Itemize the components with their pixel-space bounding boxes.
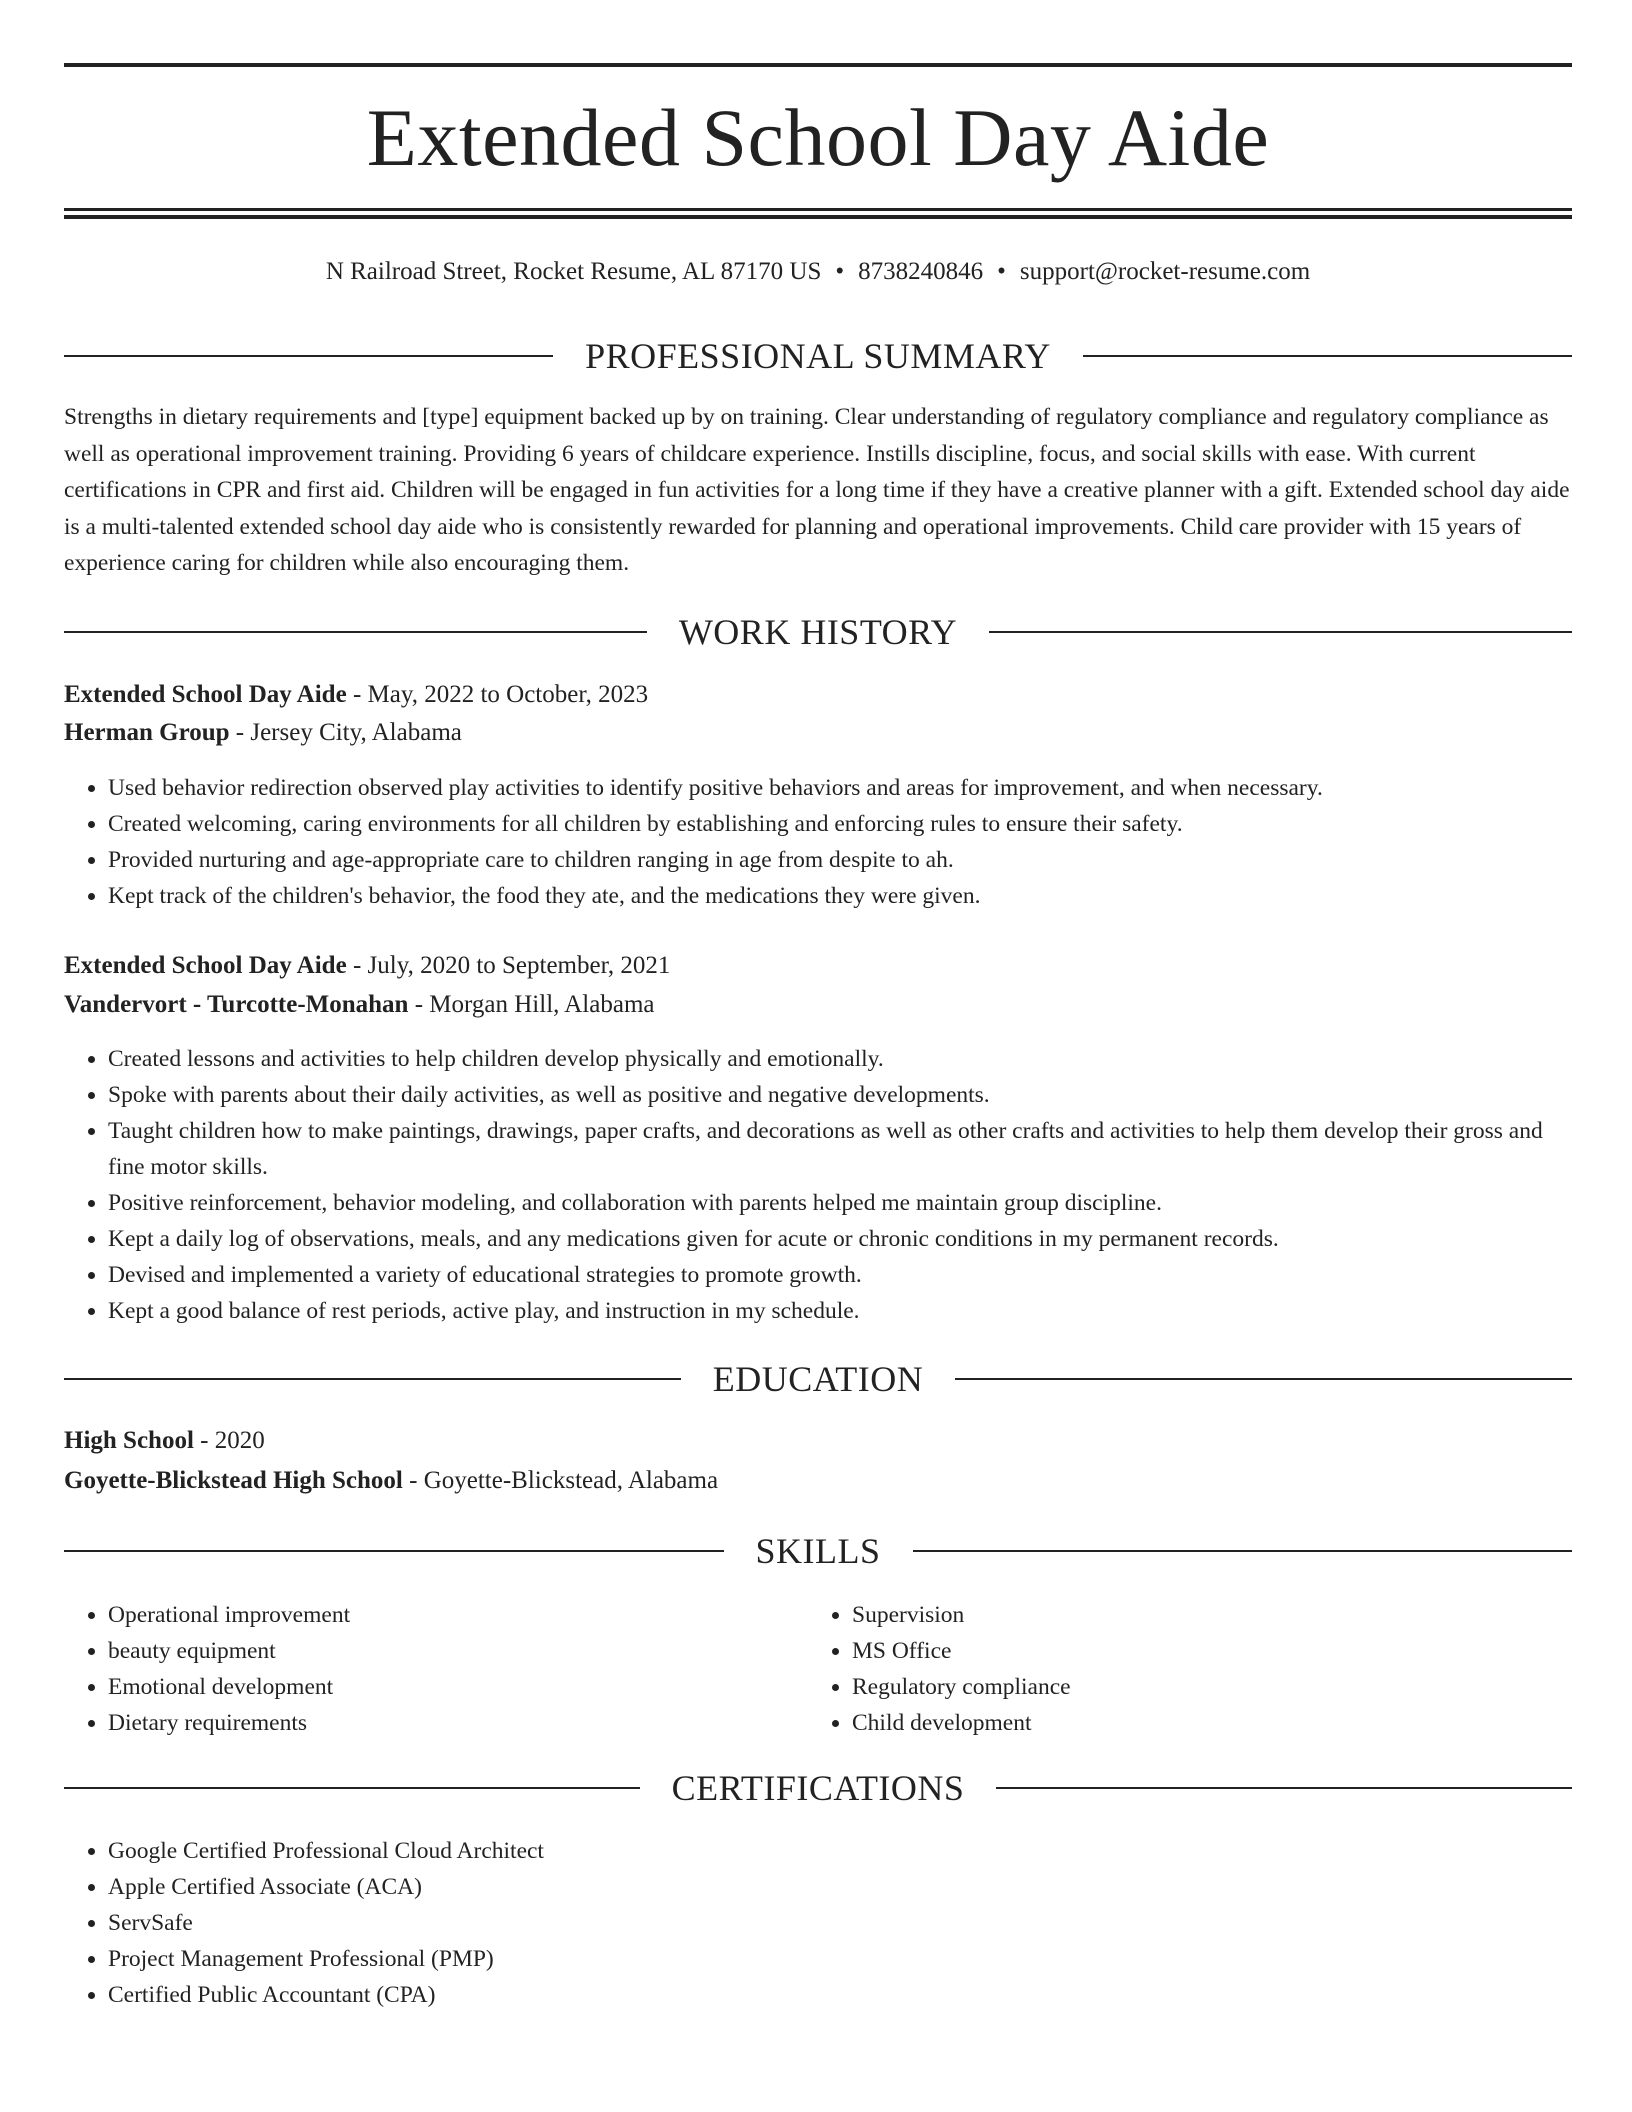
education-location: - Goyette-Blickstead, Alabama — [402, 1467, 719, 1494]
section-title-education: EDUCATION — [712, 1359, 924, 1399]
section-rule-left — [64, 355, 553, 357]
certification-item: • Certified Public Accountant (CPA) — [108, 1977, 1572, 2013]
section-rule-left — [64, 1787, 640, 1789]
certifications-list — [64, 1833, 1572, 2013]
skill-item: • Regulatory compliance — [852, 1669, 1552, 1705]
header-double-rule — [64, 208, 1572, 219]
section-header-summary — [64, 334, 1572, 378]
section-header-certifications — [64, 1766, 1572, 1810]
education-school-line — [64, 1464, 1572, 1498]
job-dates: - May, 2022 to October, 2023 — [346, 681, 649, 708]
education-degree: High School — [64, 1427, 194, 1454]
skill-item: • MS Office — [852, 1633, 1552, 1669]
header-top-rule — [64, 63, 1572, 67]
list-item: • Spoke with parents about their daily activities, as well as positive and negative developments. — [108, 1077, 1572, 1113]
skills-columns — [64, 1597, 1572, 1741]
contact-separator: • — [835, 258, 845, 285]
list-item: • Used behavior redirection observed play activities to identify positive behaviors and areas for improvement, and when necessary. — [108, 770, 1572, 806]
contact-line — [64, 256, 1572, 288]
section-rule-right — [989, 631, 1572, 633]
job-1-duties — [64, 770, 1572, 914]
job-location: - Morgan Hill, Alabama — [408, 991, 655, 1018]
job-title: Extended School Day Aide — [64, 952, 347, 979]
list-item: • Positive reinforcement, behavior modeling, and collaboration with parents helped me maintain group discipline. — [108, 1185, 1572, 1221]
skill-item: • Child development — [852, 1705, 1552, 1741]
section-rule-left — [64, 1378, 681, 1380]
section-rule-left — [64, 631, 647, 633]
section-title-skills: SKILLS — [755, 1531, 881, 1571]
list-item: • Created welcoming, caring environments for all children by establishing and enforcing rules to ensure their safety. — [108, 806, 1572, 842]
section-header-education — [64, 1357, 1572, 1401]
list-item: • Kept track of the children's behavior, the food they ate, and the medications they were given. — [108, 878, 1572, 914]
education-school: Goyette-Blickstead High School — [64, 1467, 403, 1494]
job-location: - Jersey City, Alabama — [229, 719, 462, 746]
skills-list-left — [64, 1597, 808, 1741]
job-2-title-line — [64, 949, 1572, 983]
section-title-work-history: WORK HISTORY — [678, 612, 958, 652]
skill-item: • Operational improvement — [108, 1597, 808, 1633]
section-header-work-history — [64, 610, 1572, 654]
list-item: • Kept a good balance of rest periods, active play, and instruction in my schedule. — [108, 1293, 1572, 1329]
contact-address: N Railroad Street, Rocket Resume, AL 87170 US — [325, 258, 822, 285]
job-2-company-line — [64, 988, 1572, 1022]
job-title: Extended School Day Aide — [64, 681, 347, 708]
contact-separator: • — [997, 258, 1006, 285]
section-rule-right — [955, 1378, 1572, 1380]
certification-item: • Google Certified Professional Cloud Architect — [108, 1833, 1572, 1869]
job-company: Herman Group — [64, 719, 230, 746]
section-rule-right — [996, 1787, 1572, 1789]
skill-item: • Emotional development — [108, 1669, 808, 1705]
job-dates: - July, 2020 to September, 2021 — [346, 952, 671, 979]
job-1-company-line — [64, 716, 1572, 750]
list-item: • Devised and implemented a variety of educational strategies to promote growth. — [108, 1257, 1572, 1293]
certification-item: • Apple Certified Associate (ACA) — [108, 1869, 1572, 1905]
list-item: • Taught children how to make paintings, drawings, paper crafts, and decorations as well as other crafts and activities to help them develop their gross and fine motor skills. — [108, 1113, 1572, 1185]
section-rule-right — [1083, 355, 1572, 357]
list-item: • Provided nurturing and age-appropriate care to children ranging in age from despite to ah. — [108, 842, 1572, 878]
skills-list-right — [808, 1597, 1552, 1741]
section-rule-right — [913, 1550, 1573, 1552]
skill-item: • beauty equipment — [108, 1633, 808, 1669]
education-year: - 2020 — [193, 1427, 265, 1454]
job-2-duties — [64, 1041, 1572, 1329]
job-company: Vandervort - Turcotte-Monahan — [64, 991, 409, 1018]
list-item: • Created lessons and activities to help children develop physically and emotionally. — [108, 1041, 1572, 1077]
section-header-skills — [64, 1529, 1572, 1573]
resume-title: Extended School Day Aide — [366, 92, 1270, 183]
contact-email: support@rocket-resume.com — [1019, 258, 1311, 285]
job-1-title-line — [64, 678, 1572, 712]
skill-item: • Dietary requirements — [108, 1705, 808, 1741]
skill-item: • Supervision — [852, 1597, 1552, 1633]
list-item: • Kept a daily log of observations, meals, and any medications given for acute or chronic conditions in my permanent records. — [108, 1221, 1572, 1257]
contact-phone: 8738240846 — [858, 258, 984, 285]
section-rule-left — [64, 1550, 724, 1552]
education-degree-line — [64, 1424, 1572, 1458]
section-title-summary: PROFESSIONAL SUMMARY — [585, 336, 1051, 376]
summary-text: Strengths in dietary requirements and [type] equipment backed up by on training. Clear understanding of regulatory compliance and regulatory compliance as well as operational improvement training. Providing 6 years of childcare experience. Instills discipline, focus, and social skills with ease. With current certifications in CPR and first aid. Children will be engaged in fun activities for a long time if they have a creative planner with a gift. Extended school day aide is a multi-talented extended school day aide who is consistently rewarded for planning and operational improvements. Child care provider with 15 years of experience caring for children while also encouraging them. — [64, 404, 1570, 576]
certification-item: • ServSafe — [108, 1905, 1572, 1941]
section-title-certifications: CERTIFICATIONS — [671, 1768, 965, 1808]
certification-item: • Project Management Professional (PMP) — [108, 1941, 1572, 1977]
